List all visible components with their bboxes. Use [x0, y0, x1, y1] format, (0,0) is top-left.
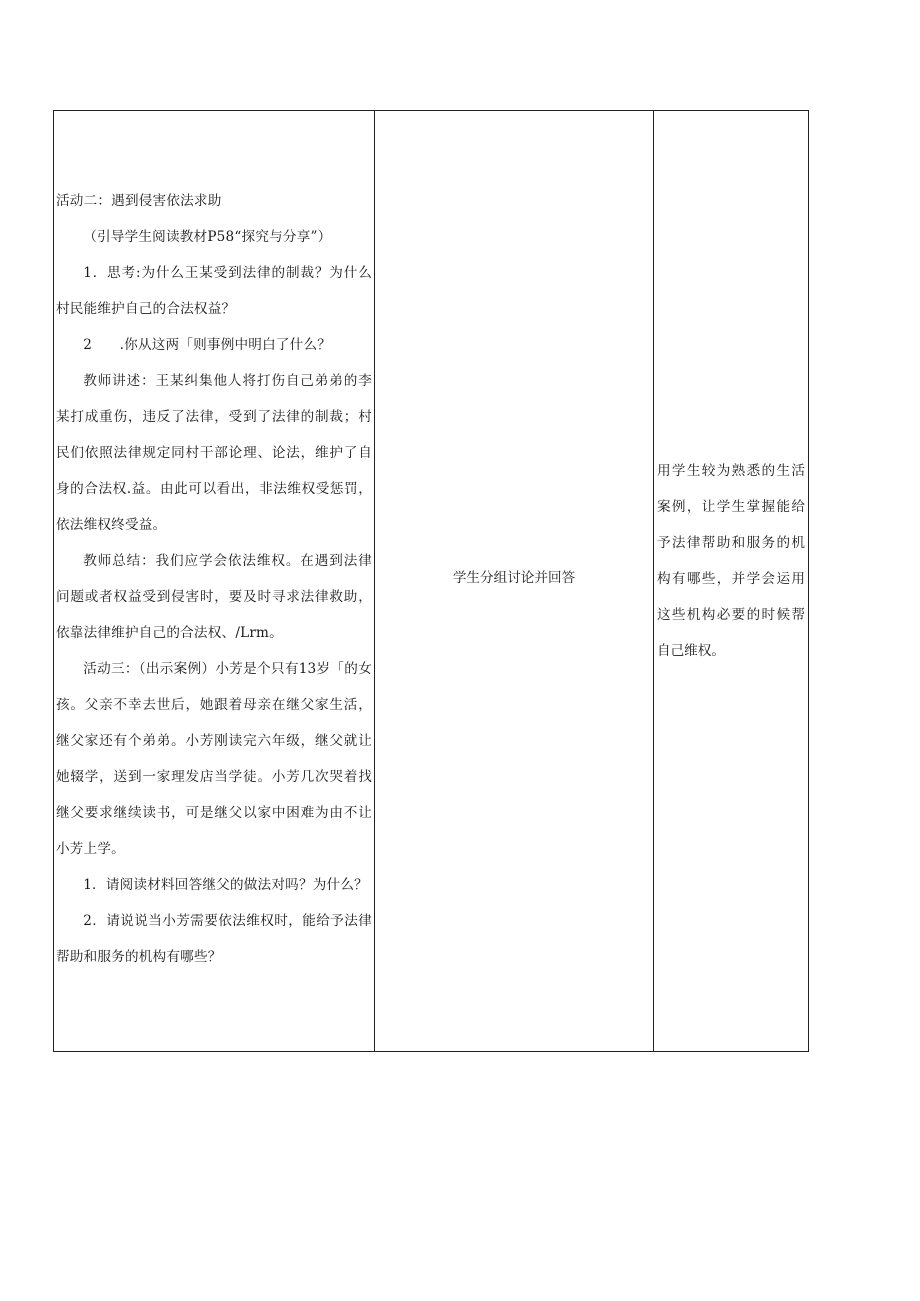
guide-reading-line: （引导学生阅读教材P58“探究与分享”）: [83, 229, 332, 245]
lesson-plan-table: [53, 110, 809, 1052]
case-question-two: 2．请说说当小芳需要依法维权时，能给予法律帮助和服务的机构有哪些？: [56, 913, 372, 965]
design-intent-text: 用学生较为熟悉的生活案例，让学生掌握能给予法律帮助和服务的机构有哪些，并学会运用这些机构必要的时候帮自己维权。: [657, 463, 805, 659]
table-row: [54, 111, 809, 1052]
activity-three-case: 活动三：（出示案例）小芳是个只有13岁「的女孩。父亲不幸去世后，她跟着母亲在继父家生活，继父家还有个弟弟。小芳刚读完六年级，继父就让她辍学，送到一家理发店当学徒。小芳几次哭着找继父要求继续读书，可是继父以家中困难为由不让小芳上学。: [56, 661, 372, 857]
teacher-activities-content: [54, 111, 374, 975]
student-activity-cell: [375, 111, 654, 1052]
student-activity-text: 学生分组讨论并回答: [452, 570, 576, 586]
teacher-summary: 教师总结：我们应学会依法维权。在遇到法律问题或者权益受到侵害时，要及时寻求法律救助，依靠法律维护自己的合法权、/Lrm。: [56, 553, 372, 641]
teacher-activities-cell: [54, 111, 375, 1052]
activity-two-title: 活动二：遇到侵害依法求助: [56, 193, 222, 209]
teacher-explanation: 教师讲述：王某纠集他人将打伤自己弟弟的李某打成重伤，违反了法律，受到了法律的制裁；村民们依照法律规定同村干部论理、论法，维护了自身的合法权.益。由此可以看出，非法维权受惩罚，依法维权终受益。: [56, 373, 372, 533]
question-two: 2 .你从这两「则事例中明白了什么？: [83, 337, 332, 353]
question-one: 1．思考:为什么王某受到法律的制裁？为什么村民能维护自己的合法权益？: [56, 265, 372, 317]
case-question-one: 1．请阅读材料回答继父的做法对吗？为什么？: [83, 877, 368, 893]
design-intent-cell: [654, 111, 809, 1052]
